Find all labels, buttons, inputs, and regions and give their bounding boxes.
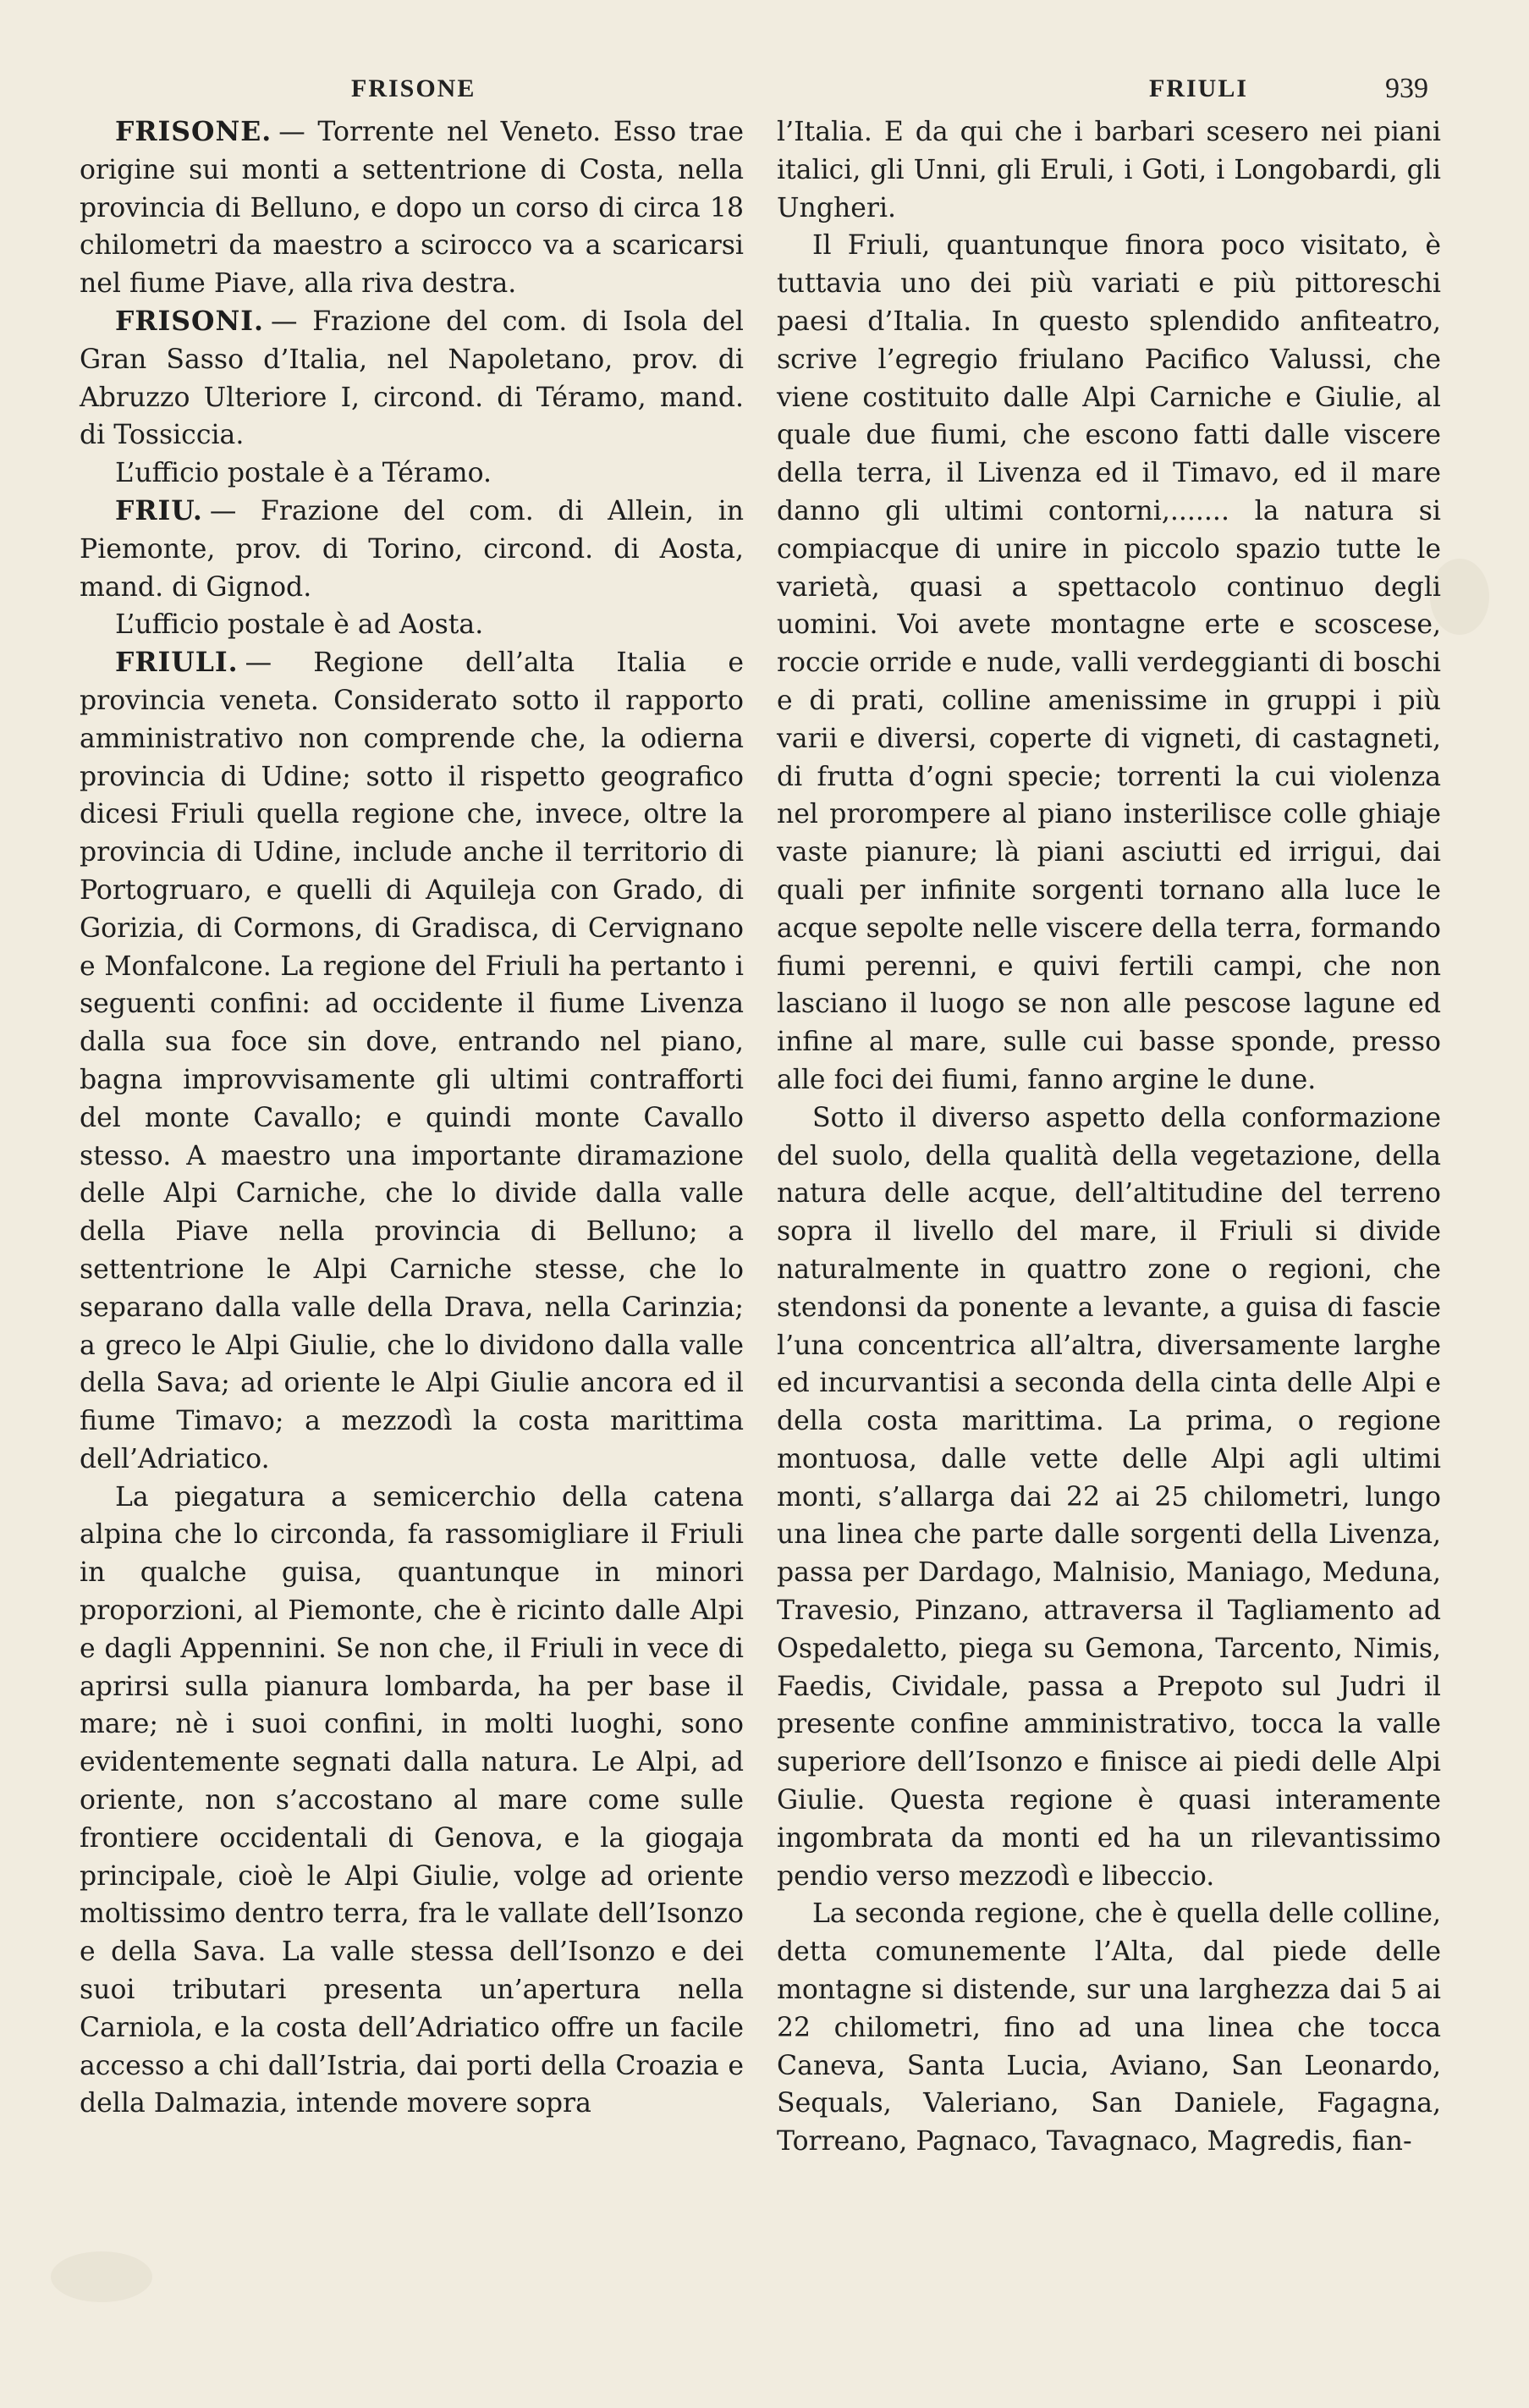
entry-friu [80,493,744,606]
entry-headword: FRIULI. [115,647,239,679]
entry-headword: FRISONE. [115,116,272,147]
entry-note [80,606,744,644]
entry-text: — Frazione del com. di Isola del Gran Sasso d’Italia, nel Napoletano, prov. di Abruzzo Ulteriore I, circond. di Téramo, mand. di Tossiccia. [80,306,744,451]
entry-text: — Regione dell’alta Italia e provincia veneta. Considerato sotto il rapporto amministrativo non comprende che, la odierna provincia di Udine; sotto il rispetto geografico dicesi Friuli quella regione che, invece, oltre la provincia di Udine, include anche il territorio di Portogruaro, e quelli di Aquileja con Grado, di Gorizia, di Cormons, di Gradisca, di Cervignano e Monfalcone. La regione del Friuli ha pertanto i seguenti confini: ad occidente il fiume Livenza dalla sua foce sin dove, entrando nel piano, bagna improvvisamente gli ultimi contrafforti del monte Cavallo; e quindi monte Cavallo stesso. A maestro una importante diramazione delle Alpi Carniche, che lo divide dalla valle della Piave nella provincia di Belluno; a settentrione le Alpi Carniche stesse, che lo separano dalla valle della Drava, nella Carinzia; a greco le Alpi Giulie, che lo dividono dalla valle della Sava; ad oriente le Alpi Giulie ancora ed il fiume Timavo; a mezzodì la costa marittima dell’Adriatico. [80,647,744,1474]
entry-note [80,455,744,493]
entry-text: L’ufficio postale è a Téramo. [115,458,492,489]
running-head-center: FRIULI [1149,74,1249,102]
entry-frisoni [80,303,744,455]
entry-frisone [80,113,744,303]
entry-headword: FRISONI. [115,305,264,337]
body-paragraph: Il Friuli, quantunque finora poco visitato, è tuttavia uno dei più variati e più pittoreschi paesi d’Italia. In questo splendido anfiteatro, scrive l’egregio friulano Pacifico Valussi, che viene costituito dalle Alpi Carniche e Giulie, al quale due fiumi, che escono fatti dalle viscere della terra, il Livenza ed il Timavo, ed il mare danno gli ultimi contorni,....... la natura si compiacque di unire in piccolo spazio tutte le varietà, quasi a spettacolo continuo degli uomini. Voi avete montagne erte e scoscese, roccie orride e nude, valli verdeggianti di boschi e di prati, colline amenissime in gruppi i più varii e diversi, coperte di vigneti, di castagneti, di frutta d’ogni specie; torrenti la cui violenza nel prorompere al piano insterilisce colle ghiaje vaste pianure; là piani asciutti ed irrigui, dai quali per infinite sorgenti tornano alla luce le acque sepolte nelle viscere della terra, formando fiumi perenni, e quivi fertili campi, che non lasciano il luogo se non alle pescose lagune ed infine al mare, sulle cui basse sponde, presso alle foci dei fiumi, fanno argine le dune. [777,230,1441,1095]
entry-text: — Frazione del com. di Allein, in Piemonte, prov. di Torino, circond. di Aosta, mand. di Gignod. [80,495,744,603]
right-column [777,113,1441,2246]
running-head-left: FRISONE [351,74,476,102]
paragraph-text: La piegatura a semicerchio della catena alpina che lo circonda, fa rassomigliare il Friuli in qualche guisa, quantunque in minori proporzioni, al Piemonte, che è ricinto dalle Alpi e dagli Appennini. Se non che, il Friuli in vece di aprirsi sulla pianura lombarda, ha per base il mare; nè i suoi confini, in molti luoghi, sono evidentemente segnati dalla natura. Le Alpi, ad oriente, non s’accostano al mare come sulle frontiere occidentali di Genova, e la giogaja principale, cioè le Alpi Giulie, volge ad oriente moltissimo dentro terra, fra le vallate dell’Isonzo e della Sava. La valle stessa dell’Isonzo e dei suoi tributari presenta un’apertura nella Carniola, e la costa dell’Adriatico offre un facile accesso a chi dall’Istria, dai porti della Croazia e della Dalmazia, intende movere sopra [80,1481,744,2119]
page-stain [51,2251,152,2302]
page-number: 939 [1385,73,1428,104]
entry-headword: FRIU. [115,494,203,526]
body-paragraph: Sotto il diverso aspetto della conformazione del suolo, della qualità della vegetazione, della natura delle acque, dell’altitudine del terreno sopra il livello del mare, il Friuli si divide naturalmente in quattro zone o regioni, che stendonsi da ponente a levante, a guisa di fascie l’una concentrica all’altra, diversamente larghe ed incurvantisi a seconda della cinta delle Alpi e della costa marittima. La prima, o regione montuosa, dalle vette delle Alpi agli ultimi monti, s’allarga dai 22 ai 25 chilometri, lungo una linea che parte dalle sorgenti della Livenza, passa per Dardago, Malnisio, Maniago, Meduna, Travesio, Pinzano, attraversa il Tagliamento ad Ospedaletto, piega su Gemona, Tarcento, Nimis, Faedis, Cividale, passa a Prepoto sul Judri il presente confine amministrativo, tocca la valle superiore dell’Isonzo e finisce ai piedi delle Alpi Giulie. Questa regione è quasi interamente ingombrata da monti ed ha un rilevantissimo pendio verso mezzodì e libeccio. [777,1102,1441,1892]
left-column [80,113,744,2246]
body-paragraph [80,1479,744,2124]
entry-text: — Torrente nel Veneto. Esso trae origine sui monti a settentrione di Costa, nella provincia di Belluno, e dopo un corso di circa 18 chilometri da maestro a scirocco va a scaricarsi nel fiume Piave, alla riva destra. [80,117,744,300]
body-paragraph-continued: l’Italia. E da qui che i barbari scesero nei piani italici, gli Unni, gli Eruli, i Goti, i Longobardi, gli Ungheri. [777,117,1441,223]
entry-text: L’ufficio postale è ad Aosta. [115,609,484,641]
body-paragraph: La seconda regione, che è quella delle colline, detta comunemente l’Alta, dal piede delle montagne si distende, sur una larghezza dai 5 ai 22 chilometri, fino ad una linea che tocca Caneva, Santa Lucia, Aviano, San Leonardo, Sequals, Valeriano, San Daniele, Fagagna, Torreano, Pagnaco, Tavagnaco, Magredis, fian- [777,1898,1441,2157]
entry-friuli [80,644,744,1479]
